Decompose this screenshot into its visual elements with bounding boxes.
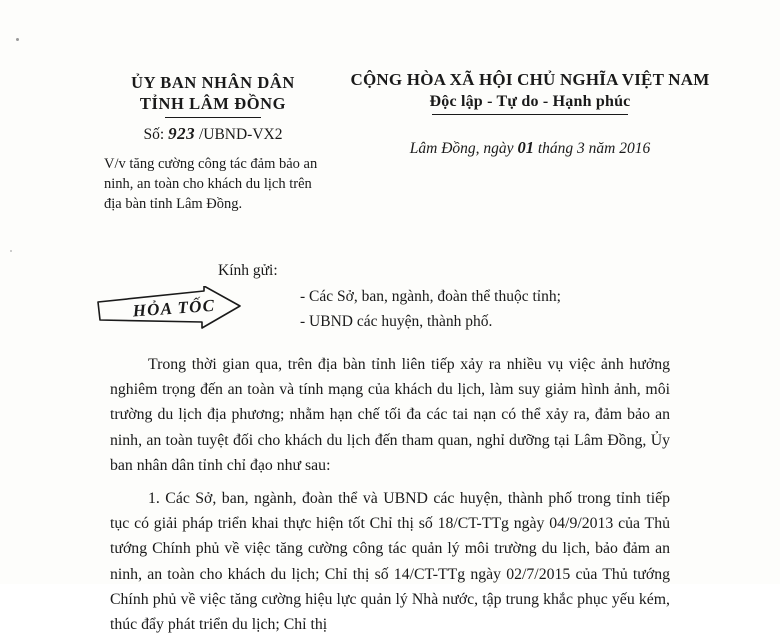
urgent-stamp bbox=[96, 286, 242, 332]
national-heading-block bbox=[320, 70, 740, 115]
national-heading-underline bbox=[432, 114, 628, 115]
document-number-value: 923 bbox=[168, 124, 196, 143]
national-heading-line1: CỘNG HÒA XÃ HỘI CHỦ NGHĨA VIỆT NAM bbox=[350, 70, 710, 89]
place-date-day: 01 bbox=[517, 138, 534, 157]
place-and-date bbox=[320, 138, 740, 158]
place-date-prefix: Lâm Đồng, ngày bbox=[409, 140, 514, 157]
document-number-prefix: Số: bbox=[143, 126, 165, 143]
document-number-line bbox=[98, 124, 328, 144]
list-item: - UBND các huyện, thành phố. bbox=[300, 313, 493, 330]
issuing-authority-block bbox=[98, 72, 328, 118]
issuing-authority-line2: TỈNH LÂM ĐỒNG bbox=[139, 94, 287, 113]
urgent-stamp-label: HỎA TỐC bbox=[132, 295, 216, 321]
list-item: - Các Sở, ban, ngành, đoàn thể thuộc tỉnh; bbox=[300, 288, 561, 305]
national-motto: Độc lập - Tự do - Hạnh phúc bbox=[429, 93, 631, 110]
scan-speck bbox=[10, 250, 12, 252]
recipients-list bbox=[300, 284, 561, 334]
recipients-heading: Kính gửi: bbox=[218, 262, 278, 279]
place-date-suffix: tháng 3 năm 2016 bbox=[537, 140, 651, 157]
body-paragraph: Trong thời gian qua, trên địa bàn tỉnh liên tiếp xảy ra nhiều vụ việc ảnh hưởng nghiêm trọng đến an toàn và tính mạng của khách du lịch, làm suy giảm hình ảnh, môi trường du lịch địa phương; nhằm hạn chế tối đa các tai nạn có thể xảy ra, đảm bảo an ninh, an toàn tuyệt đối cho khách du lịch đến tham quan, nghỉ dưỡng tại Lâm Đồng, Ủy ban nhân dân tỉnh chỉ đạo như sau: bbox=[110, 356, 670, 474]
issuing-authority-underline bbox=[165, 117, 261, 118]
document-header bbox=[0, 62, 780, 212]
body-paragraph: 1. Các Sở, ban, ngành, đoàn thể và UBND các huyện, thành phố trong tỉnh tiếp tục có giải pháp triển khai thực hiện tốt Chỉ thị số 18/CT-TTg ngày 04/9/2013 của Thủ tướng Chính phủ về việc tăng cường công tác quản lý môi trường du lịch, bảo đảm an ninh, an toàn cho khách du lịch; Chỉ thị số 14/CT-TTg ngày 02/7/2015 của Thủ tướng Chính phủ về việc tăng cường hiệu lực quản lý Nhà nước, tập trung khắc phục yếu kém, thúc đẩy phát triển du lịch; Chỉ thị bbox=[110, 490, 670, 634]
scan-speck bbox=[16, 38, 19, 41]
document-number-suffix: /UBND-VX2 bbox=[198, 126, 283, 143]
subject-note: V/v tăng cường công tác đảm bảo an ninh, an toàn cho khách du lịch trên địa bàn tỉnh Lâm Đồng. bbox=[104, 156, 318, 212]
document-body bbox=[110, 352, 670, 637]
issuing-authority-line1: ỦY BAN NHÂN DÂN bbox=[131, 73, 295, 92]
